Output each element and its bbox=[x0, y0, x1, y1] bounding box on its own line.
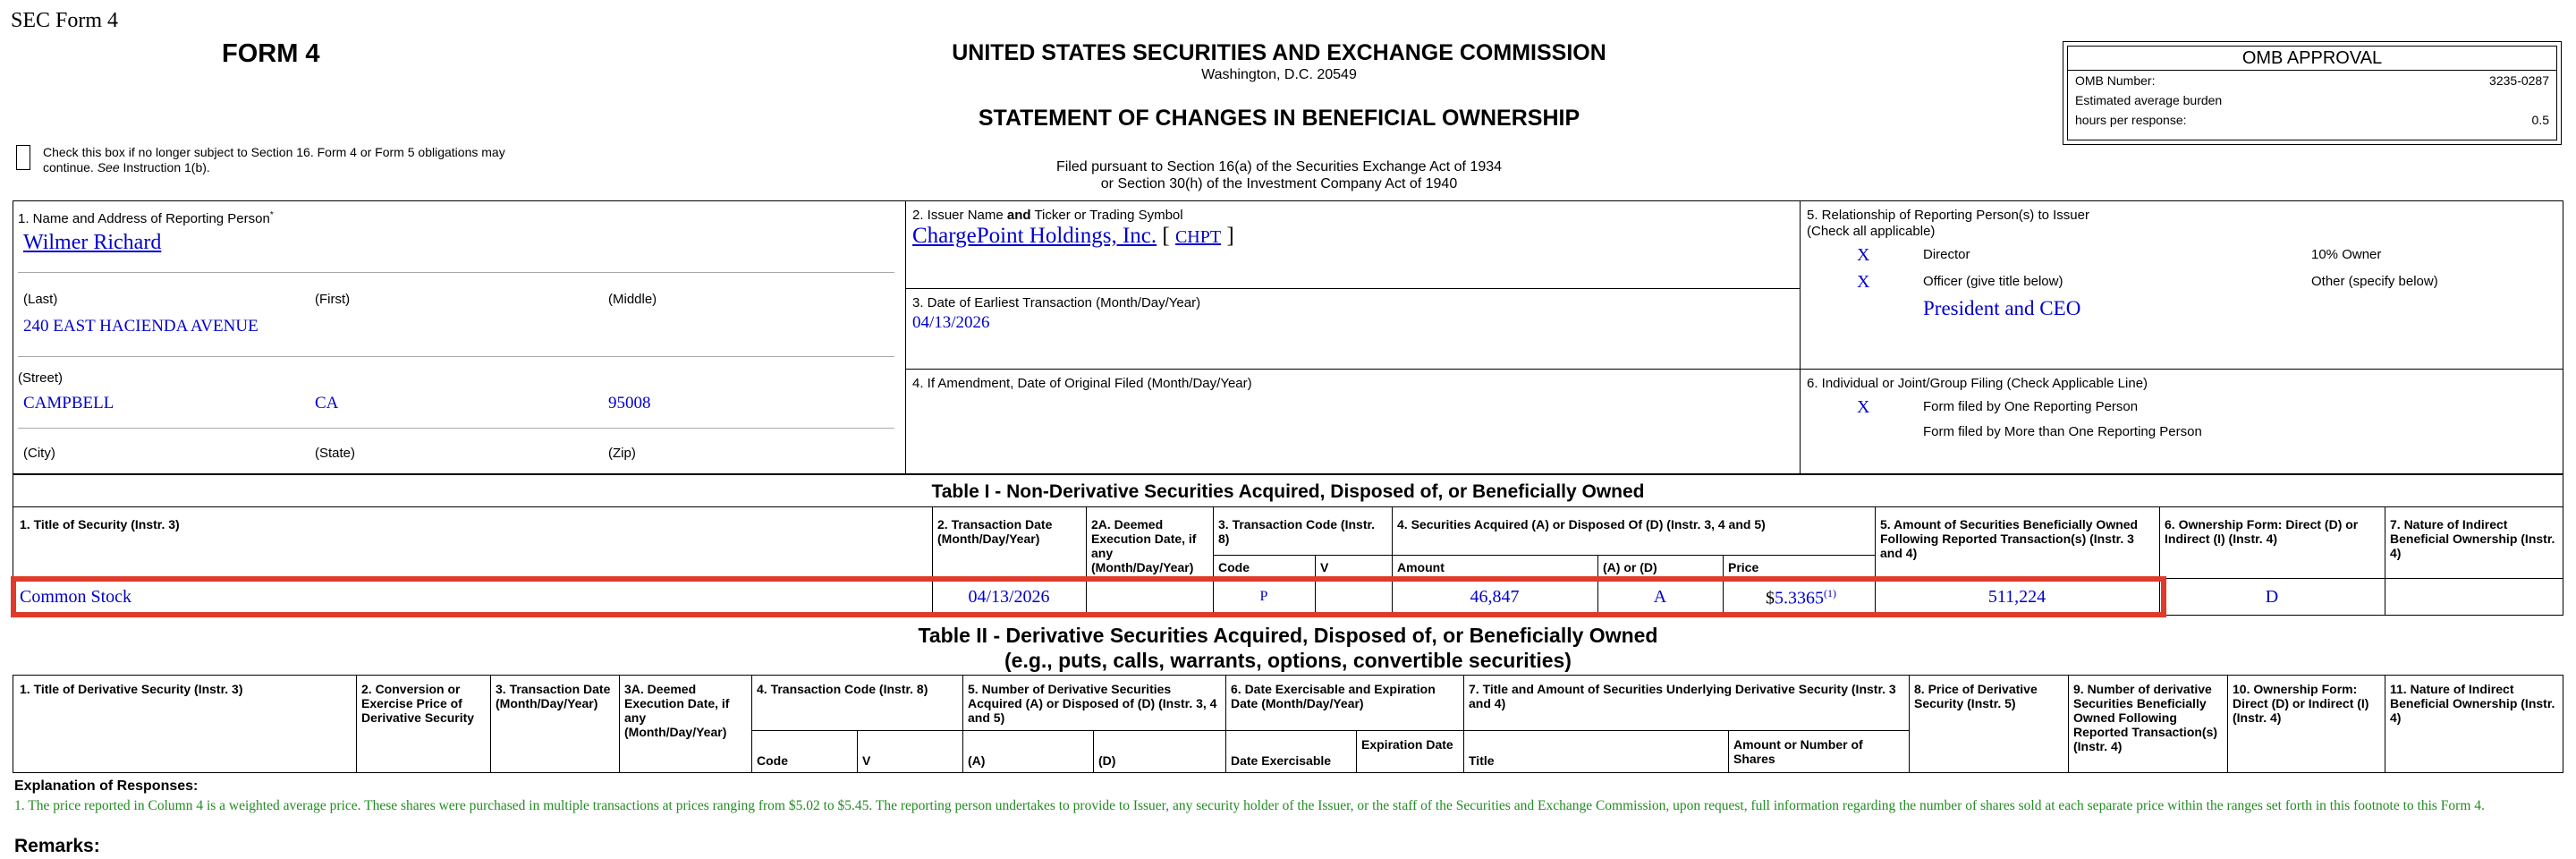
t2-col-number: 5. Number of Derivative Securities Acquired (A) or Disposed of (D) (Instr. 3, 4 and 5) bbox=[968, 682, 1217, 725]
section16-checkbox-label: Check this box if no longer subject to Section 16. Form 4 or Form 5 obligations may continue. See Instruction 1(b). bbox=[43, 145, 505, 174]
ticker-link[interactable]: CHPT bbox=[1174, 227, 1222, 247]
earliest-transaction-date: 04/13/2026 bbox=[912, 313, 990, 332]
statement-title: STATEMENT OF CHANGES IN BENEFICIAL OWNERSHIP bbox=[978, 106, 1580, 131]
t1-row-owned: 511,224 bbox=[1987, 587, 2046, 607]
section16-checkbox[interactable] bbox=[16, 145, 30, 170]
t1-sub-v: V bbox=[1320, 560, 1329, 574]
issuer-name-link[interactable]: ChargePoint Holdings, Inc. bbox=[912, 224, 1157, 248]
filed-pursuant-line-2: or Section 30(h) of the Investment Company Act of 1940 bbox=[1100, 176, 1458, 191]
ten-percent-owner-label: 10% Owner bbox=[2311, 247, 2382, 262]
t1-sub-a-or-d: (A) or (D) bbox=[1603, 560, 1657, 574]
transaction-date-label: 3. Date of Earliest Transaction (Month/Day/Year) bbox=[912, 295, 1201, 310]
t1-sub-price: Price bbox=[1728, 560, 1759, 574]
one-person-label: Form filed by One Reporting Person bbox=[1923, 399, 2139, 414]
t2-col-price: 8. Price of Derivative Security (Instr. 5) bbox=[1914, 682, 2038, 710]
t1-row-price: $5.3365$^{(1)}$ bbox=[1766, 587, 1836, 608]
t2-sub-a: (A) bbox=[968, 753, 986, 768]
t2-col-underlying: 7. Title and Amount of Securities Underlying Derivative Security (Instr. 3 and 4) bbox=[1469, 682, 1896, 710]
zip-value: 95008 bbox=[608, 394, 651, 412]
officer-title: President and CEO bbox=[1923, 297, 2081, 319]
t2-col-deemed: 3A. Deemed Execution Date, if any (Month/Day/Year) bbox=[624, 682, 730, 739]
officer-label: Officer (give title below) bbox=[1923, 274, 2063, 289]
row-highlight-box bbox=[11, 576, 2166, 617]
issuer-name-row: ChargePoint Holdings, Inc. [ CHPT ] bbox=[912, 224, 1234, 248]
officer-checkmark[interactable]: X bbox=[1857, 272, 1870, 292]
t2-col-owned: 9. Number of derivative Securities Beneficially Owned Following Reported Transaction(s) (Instr. 4) bbox=[2073, 682, 2218, 753]
remarks-label: Remarks: bbox=[14, 836, 100, 856]
filing-label: 6. Individual or Joint/Group Filing (Check Applicable Line) bbox=[1807, 376, 2148, 391]
omb-number-row: OMB Number: 3235-0287 bbox=[2075, 73, 2549, 88]
state-value: CA bbox=[315, 394, 339, 412]
t1-row-code: P bbox=[1259, 589, 1268, 604]
t2-col-nature: 11. Nature of Indirect Beneficial Ownership (Instr. 4) bbox=[2390, 682, 2555, 725]
t2-col-ownership: 10. Ownership Form: Direct (D) or Indirect (I) (Instr. 4) bbox=[2233, 682, 2369, 725]
street-label: (Street) bbox=[18, 370, 64, 386]
issuer-label: 2. Issuer Name and Ticker or Trading Symbol bbox=[912, 208, 1183, 223]
t2-col-conversion: 2. Conversion or Exercise Price of Derivative Security bbox=[361, 682, 475, 725]
t2-sub-amount: Amount or Number of Shares bbox=[1733, 737, 1863, 766]
middle-label: (Middle) bbox=[608, 292, 657, 307]
footnote-ref-link[interactable]: (1) bbox=[1824, 587, 1836, 600]
t2-sub-exercisable: Date Exercisable bbox=[1231, 753, 1332, 768]
explanation-label: Explanation of Responses: bbox=[14, 778, 199, 794]
one-person-checkmark[interactable]: X bbox=[1857, 397, 1870, 417]
omb-approval-inner bbox=[2067, 46, 2557, 140]
t1-col-code: 3. Transaction Code (Instr. 8) bbox=[1218, 517, 1376, 546]
t2-sub-d: (D) bbox=[1098, 753, 1116, 768]
city-value: CAMPBELL bbox=[23, 394, 114, 412]
table-2-title: Table II - Derivative Securities Acquired, Disposed of, or Beneficially Owned (e.g., puts, calls, warrants, options, convertible securities) bbox=[918, 624, 1658, 672]
omb-burden-row: Estimated average burden bbox=[2075, 93, 2223, 107]
reporting-person-name-link[interactable]: Wilmer Richard bbox=[23, 231, 162, 254]
zip-label: (Zip) bbox=[608, 446, 636, 461]
t2-col-exercisable: 6. Date Exercisable and Expiration Date (Month/Day/Year) bbox=[1231, 682, 1436, 710]
first-label: (First) bbox=[315, 292, 351, 307]
city-label: (City) bbox=[23, 446, 55, 461]
t1-row-date: 04/13/2026 bbox=[968, 587, 1050, 607]
t1-col-nature: 7. Nature of Indirect Beneficial Ownership (Instr. 4) bbox=[2390, 517, 2555, 560]
omb-hours-row: hours per response: 0.5 bbox=[2075, 113, 2549, 127]
t2-sub-code: Code bbox=[757, 753, 788, 768]
t1-col-ownership: 6. Ownership Form: Direct (D) or Indirect (I) (Instr. 4) bbox=[2165, 517, 2359, 546]
multi-person-label: Form filed by More than One Reporting Person bbox=[1923, 424, 2202, 439]
t1-col-amount-owned: 5. Amount of Securities Beneficially Owned Following Reported Transaction(s) (Instr. 3 and 4) bbox=[1880, 517, 2139, 560]
reporting-person-label: 1. Name and Address of Reporting Person* bbox=[18, 210, 274, 226]
t2-sub-expiration: Expiration Date bbox=[1361, 737, 1453, 752]
t1-col-date: 2. Transaction Date (Month/Day/Year) bbox=[937, 517, 1053, 546]
t1-row-a-or-d: A bbox=[1653, 587, 1667, 607]
last-label: (Last) bbox=[23, 292, 58, 307]
t1-col-deemed: 2A. Deemed Execution Date, if any (Month/Day/Year) bbox=[1091, 517, 1197, 574]
t2-sub-v: V bbox=[862, 753, 871, 768]
header-center bbox=[805, 39, 1753, 192]
t1-row-ownership: D bbox=[2265, 587, 2279, 607]
form-title: FORM 4 bbox=[222, 39, 320, 68]
sec-form-label: SEC Form 4 bbox=[11, 9, 119, 32]
t2-sub-title: Title bbox=[1469, 753, 1495, 768]
footnote-1: 1. The price reported in Column 4 is a weighted average price. These shares were purchased in multiple transactions at prices ranging from $5.02 to $5.45. The reporting person undertakes to provide to Issuer, any security holder of the Issuer, or the staff of the Securities and Exchange Commission, upon request, full information regarding the number of shares sold at each separate price within the ranges set forth in this footnote to this Form 4. bbox=[14, 798, 2485, 813]
t1-sub-code: Code bbox=[1218, 560, 1250, 574]
t1-row-amount: 46,847 bbox=[1470, 587, 1520, 607]
t2-col-title: 1. Title of Derivative Security (Instr. 3) bbox=[20, 682, 243, 696]
filed-pursuant-line-1: Filed pursuant to Section 16(a) of the Securities Exchange Act of 1934 bbox=[1055, 159, 1503, 174]
amendment-label: 4. If Amendment, Date of Original Filed (Month/Day/Year) bbox=[912, 376, 1252, 391]
street-value: 240 EAST HACIENDA AVENUE bbox=[23, 317, 258, 336]
director-label: Director bbox=[1923, 247, 1970, 262]
t1-col-title: 1. Title of Security (Instr. 3) bbox=[20, 517, 180, 532]
t1-sub-amount: Amount bbox=[1397, 560, 1445, 574]
director-checkmark[interactable]: X bbox=[1857, 245, 1870, 265]
t1-row-title: Common Stock bbox=[20, 587, 132, 607]
t1-col-acquired: 4. Securities Acquired (A) or Disposed Of (D) (Instr. 3, 4 and 5) bbox=[1397, 517, 1766, 532]
table-1-title: Table I - Non-Derivative Securities Acquired, Disposed of, or Beneficially Owned bbox=[931, 481, 1645, 502]
t2-col-code: 4. Transaction Code (Instr. 8) bbox=[757, 682, 928, 696]
t2-col-date: 3. Transaction Date (Month/Day/Year) bbox=[496, 682, 611, 710]
other-label: Other (specify below) bbox=[2311, 274, 2438, 289]
state-label: (State) bbox=[315, 446, 356, 461]
omb-title: OMB APPROVAL bbox=[2068, 47, 2556, 71]
agency-location: Washington, D.C. 20549 bbox=[1201, 67, 1357, 82]
relationship-label: 5. Relationship of Reporting Person(s) to Issuer (Check all applicable) bbox=[1807, 208, 2089, 239]
agency-title: UNITED STATES SECURITIES AND EXCHANGE COMMISSION bbox=[952, 40, 1606, 65]
